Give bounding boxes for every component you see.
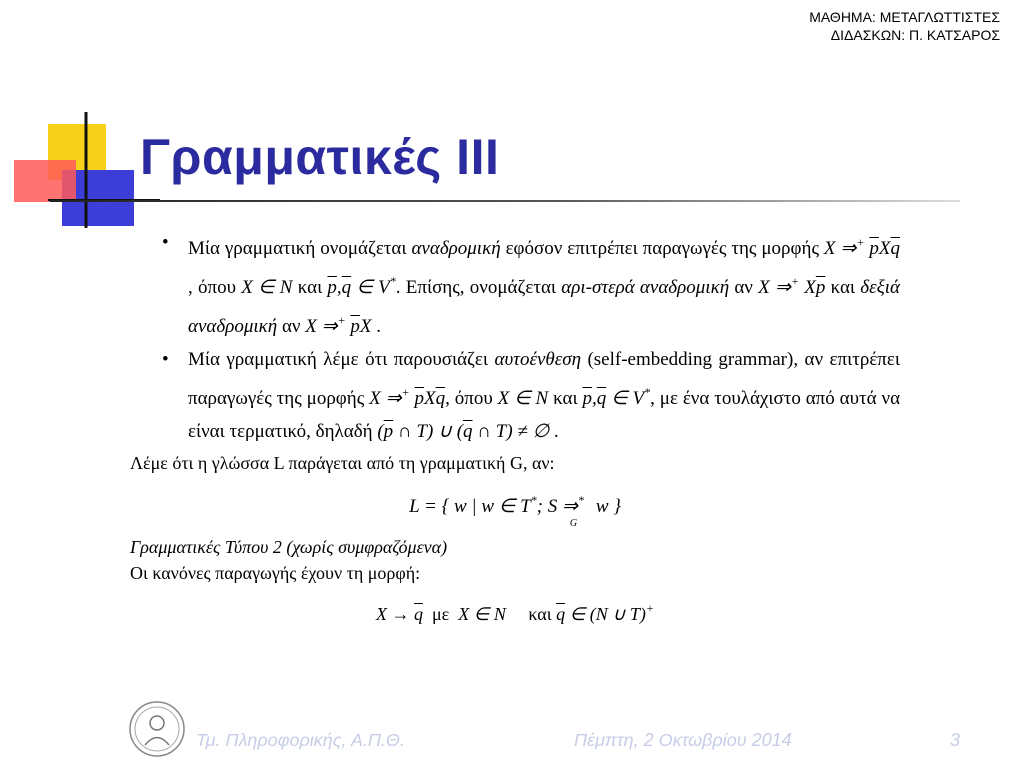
language-definition-line: Λέμε ότι η γλώσσα L παράγεται από τη γραμματική G, αν: bbox=[130, 453, 555, 473]
footer-date: Πέμπτη, 2 Οκτωβρίου 2014 bbox=[574, 730, 792, 750]
course-header bbox=[809, 8, 1000, 44]
bullet-left-right-recursion: • Μία γραμματική ονομάζεται αναδρομική εφόσον επιτρέπει παραγωγές της μορφής X ⇒+ $\overline{p}X\overline{q}$ , όπου X ∈ N και $\overline{p},\overline{q}$ ∈ V*. Επίσης, ονομάζεται αρι-στερά αναδρομική αν X ⇒+ $X\overline{p}$ και δεξιά αναδρομική αν X ⇒+ $\overline{p}X$ . bbox=[162, 232, 901, 337]
slide-content bbox=[130, 226, 900, 631]
university-seal-icon bbox=[128, 700, 186, 758]
instructor-name: ΔΙΔΑΣΚΩΝ: Π. ΚΑΤΣΑΡΟΣ bbox=[830, 27, 1000, 43]
type2-rule-formula: $X \to \overline{q}$ με X ∈ N και $\overline{q}$ ∈ (N ∪ T)+ bbox=[375, 601, 655, 624]
bullet-self-embedding: • Μία γραμματική λέμε ότι παρουσιάζει αυτοένθεση (self-embedding grammar), αν επιτρέπει παραγωγές της μορφής X ⇒+ $\overline{p}X\overline{q}$, όπου X ∈ N και $\overline{p},\overline{q}$ ∈ V*, με ένα τουλάχιστο από αυτά να είναι τερματικό, δηλαδή ($\overline{p}$ ∩ T) ∪ ($\overline{q}$ ∩ T) ≠ ∅ . bbox=[162, 349, 901, 442]
decorative-squares bbox=[0, 0, 160, 240]
footer-department: Τμ. Πληροφορικής, Α.Π.Θ. bbox=[196, 730, 405, 750]
title-divider bbox=[50, 200, 960, 202]
language-formula: L = { w | w ∈ T*; S ⇒*G w } bbox=[409, 493, 621, 529]
course-title: ΜΑΘΗΜΑ: ΜΕΤΑΓΛΩΤΤΙΣΤΕΣ bbox=[809, 9, 1000, 25]
slide-number: 3 bbox=[950, 730, 961, 750]
slide-title: Γραμματικές ΙΙΙ bbox=[140, 129, 500, 185]
type2-heading: Γραμματικές Τύπου 2 (χωρίς συμφραζόμενα) bbox=[130, 537, 448, 557]
rules-intro: Οι κανόνες παραγωγής έχουν τη μορφή: bbox=[130, 563, 421, 583]
